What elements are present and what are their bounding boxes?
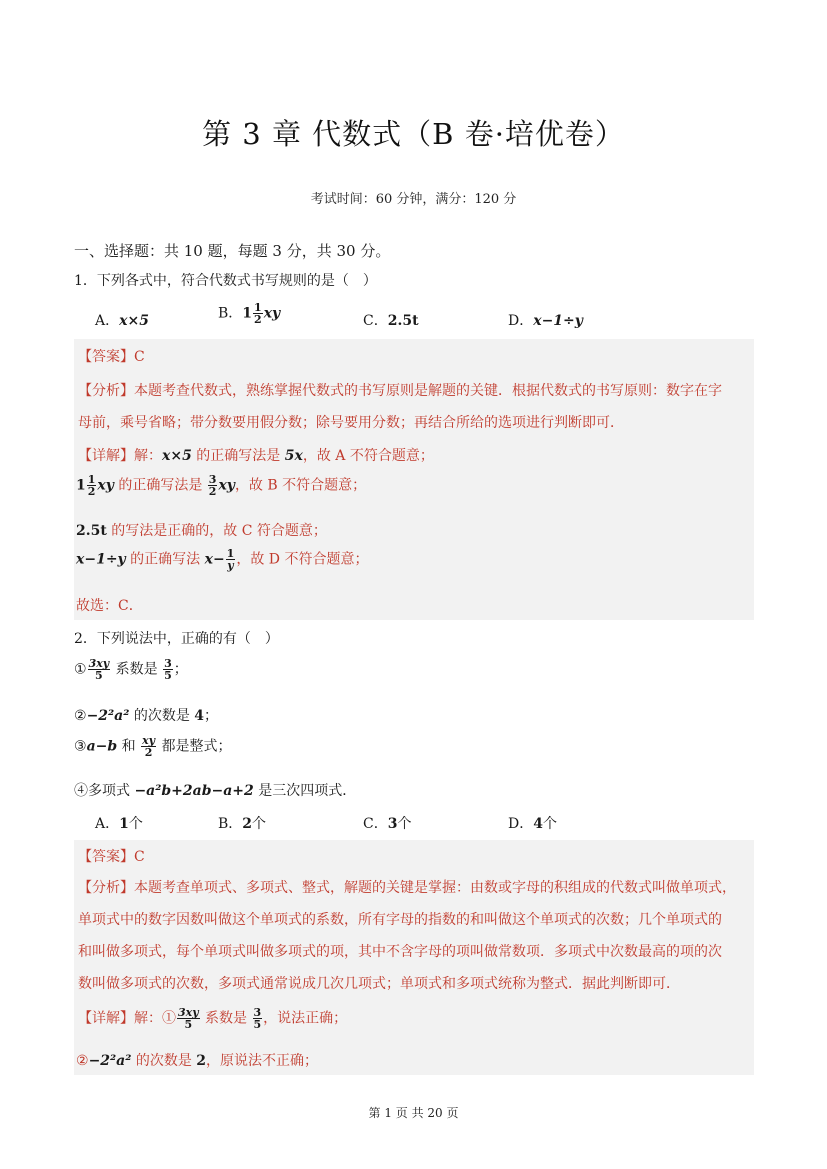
math-expression: 4 <box>194 708 205 724</box>
fraction-denominator: 5 <box>184 1018 193 1031</box>
q2-option-d[interactable] <box>508 813 557 833</box>
math-expression: x− <box>204 551 225 568</box>
q1-option-c[interactable] <box>363 310 419 330</box>
circled-number: ② <box>76 1053 89 1069</box>
circled-number: ④ <box>74 783 88 799</box>
analysis-text: 本题考查代数式，熟练掌握代数式的书写原则是解题的关键．根据代数式的书写原则：数字在字 <box>134 383 722 399</box>
fraction <box>226 548 236 571</box>
fraction <box>141 735 156 758</box>
circled-number: ② <box>74 708 87 724</box>
q1-option-d[interactable] <box>508 310 583 330</box>
math-expression: 2.5t <box>76 523 107 539</box>
analysis-label: 【分析】 <box>78 880 134 896</box>
math-expression: 1 <box>76 477 86 494</box>
detail-text: 的正确写法是 <box>113 477 207 494</box>
math-expression: 2.5t <box>387 313 419 329</box>
detail-text: 系数是 <box>200 1010 252 1027</box>
analysis-text: 本题考查单项式、多项式、整式，解题的关键是掌握：由数或字母的积组成的代数式叫做单项式， <box>134 880 736 896</box>
detail-text: 的正确写法 <box>125 551 205 568</box>
answer-label: 【答案】 <box>78 849 134 865</box>
fraction-numerator: 1 <box>226 547 235 560</box>
statement-text: 多项式 <box>88 783 135 799</box>
fraction-denominator: 2 <box>254 313 262 326</box>
statement-text: ； <box>204 708 219 724</box>
math-expression: a−b <box>86 738 118 755</box>
fraction-numerator: 1 <box>254 301 262 314</box>
fraction-denominator: 2 <box>87 485 96 498</box>
fraction-numerator: 1 <box>87 473 96 486</box>
math-expression: −a²b+2ab−a+2 <box>134 783 254 799</box>
q2-statement-4 <box>74 780 356 800</box>
option-letter: A． <box>95 313 120 329</box>
answer-label: 【答案】 <box>78 349 134 365</box>
fraction-denominator: 5 <box>95 669 103 682</box>
q2-stem: 2．下列说法中，正确的有（ ） <box>74 631 279 647</box>
q1-detail-line-4 <box>76 548 368 571</box>
q2-option-a[interactable] <box>95 813 143 833</box>
fraction-denominator: 2 <box>208 485 217 498</box>
option-letter: D． <box>508 816 534 832</box>
q1-stem: 1．下列各式中，符合代数式书写规则的是（ ） <box>74 273 377 289</box>
q2-detail-line-2 <box>76 1050 318 1070</box>
q1-conclusion: 故选：C． <box>76 598 143 614</box>
q1-answer <box>78 346 145 366</box>
q1-option-a[interactable] <box>95 310 149 330</box>
math-expression: x−1÷y <box>76 551 126 568</box>
q2-option-c[interactable] <box>363 813 411 833</box>
fraction-denominator: 5 <box>164 669 172 682</box>
math-expression: 5x <box>284 448 303 464</box>
option-value: 1 <box>119 816 129 832</box>
statement-text: 的次数是 <box>129 708 195 724</box>
math-expression: x−1÷y <box>533 313 583 329</box>
statement-text: ； <box>173 661 188 678</box>
q1-detail-line-3 <box>76 520 327 540</box>
fraction-denominator: 5 <box>253 1018 262 1031</box>
option-letter: B． <box>218 816 243 832</box>
detail-text: 解： <box>134 448 162 464</box>
math-expression: −2²a² <box>86 708 130 724</box>
fraction-numerator: 3 <box>208 473 217 486</box>
math-expression: −2²a² <box>88 1053 132 1069</box>
fraction-numerator: 3xy <box>178 1006 199 1019</box>
section-heading: 一、选择题：共 10 题，每题 3 分，共 30 分。 <box>74 242 391 260</box>
q1-analysis-line-1 <box>78 380 722 400</box>
fraction-numerator: 3 <box>164 657 172 670</box>
option-unit: 个 <box>128 816 143 832</box>
circled-number: ③ <box>74 738 87 755</box>
q1-analysis-line-2: 母前，乘号省略；带分数要用假分数；除号要用分数；再结合所给的选项进行判断即可． <box>78 415 624 431</box>
fraction <box>163 658 173 681</box>
detail-text: ，说法正确； <box>263 1010 348 1027</box>
circled-number: ① <box>74 661 87 678</box>
q2-answer <box>78 846 145 866</box>
detail-text: 的正确写法是 <box>191 448 285 464</box>
option-value: 4 <box>533 816 543 832</box>
q2-statement-3 <box>74 735 231 758</box>
q2-statement-1 <box>74 658 188 681</box>
math-expression: x×5 <box>162 448 192 464</box>
option-letter: D． <box>508 313 534 329</box>
math-expression: x×5 <box>119 313 149 329</box>
option-unit: 个 <box>542 816 557 832</box>
exam-info: 考试时间：60 分钟，满分：120 分 <box>310 192 517 207</box>
fraction-denominator: y <box>227 559 234 572</box>
analysis-label: 【分析】 <box>78 383 134 399</box>
fraction-numerator: xy <box>142 734 156 747</box>
fraction <box>253 1007 263 1030</box>
answer-value: C <box>134 349 145 365</box>
q1-detail-line-2 <box>76 474 366 497</box>
detail-label: 【详解】 <box>78 448 134 464</box>
q1-detail-line-1 <box>78 445 434 465</box>
answer-value: C <box>134 849 145 865</box>
fraction <box>87 474 97 497</box>
statement-text: 是三次四项式． <box>253 783 357 799</box>
fraction <box>253 302 263 325</box>
option-letter: B． <box>218 305 243 322</box>
page-footer: 第 1 页 共 20 页 <box>368 1106 459 1120</box>
statement-text: 都是整式； <box>157 738 232 755</box>
statement-text: 和 <box>117 738 141 755</box>
option-unit: 个 <box>252 816 267 832</box>
option-unit: 个 <box>397 816 412 832</box>
option-value: 3 <box>387 816 398 832</box>
option-value: 2 <box>242 816 253 832</box>
option-letter: C． <box>363 816 388 832</box>
detail-text: ，原说法不正确； <box>206 1053 319 1069</box>
detail-text: 的次数是 <box>131 1053 197 1069</box>
page-title: 第 3 章 代数式（B 卷·培优卷） <box>202 117 625 151</box>
q2-option-b[interactable] <box>218 813 266 833</box>
q2-analysis-line-1 <box>78 877 736 897</box>
q2-analysis-line-4: 数叫做多项式的次数，多项式通常说成几次几项式；单项式和多项式统称为整式．据此判断即可． <box>78 976 680 992</box>
q1-option-b[interactable] <box>218 302 280 325</box>
fraction-numerator: 3 <box>253 1006 262 1019</box>
math-expression: 1 <box>242 305 253 322</box>
q2-analysis-line-2: 单项式中的数字因数叫做这个单项式的系数，所有字母的指数的和叫做这个单项式的次数；几个单项式的 <box>78 912 722 928</box>
fraction <box>208 474 218 497</box>
detail-text: ，故 B 不符合题意； <box>234 477 367 494</box>
fraction <box>88 658 111 681</box>
option-letter: C． <box>363 313 388 329</box>
detail-label: 【详解】 <box>78 1010 134 1027</box>
option-letter: A． <box>95 816 120 832</box>
detail-text: ，故 D 不符合题意； <box>236 551 369 568</box>
fraction-denominator: 2 <box>144 746 153 759</box>
q2-statement-2 <box>74 705 218 725</box>
detail-text: ，故 A 不符合题意； <box>302 448 434 464</box>
math-expression: xy <box>97 477 114 494</box>
math-expression: xy <box>218 477 235 494</box>
detail-text: 的写法是正确的，故 C 符合题意； <box>106 523 327 539</box>
math-expression: 2 <box>196 1053 207 1069</box>
statement-text: 系数是 <box>111 661 163 678</box>
fraction-numerator: 3xy <box>88 657 110 670</box>
fraction <box>177 1007 200 1030</box>
math-expression: xy <box>263 305 281 322</box>
q2-analysis-line-3: 和叫做多项式，每个单项式叫做多项式的项，其中不含字母的项叫做常数项．多项式中次数最高的项的次 <box>78 944 722 960</box>
q2-detail-line-1 <box>78 1007 347 1030</box>
detail-text: 解：① <box>134 1010 176 1027</box>
